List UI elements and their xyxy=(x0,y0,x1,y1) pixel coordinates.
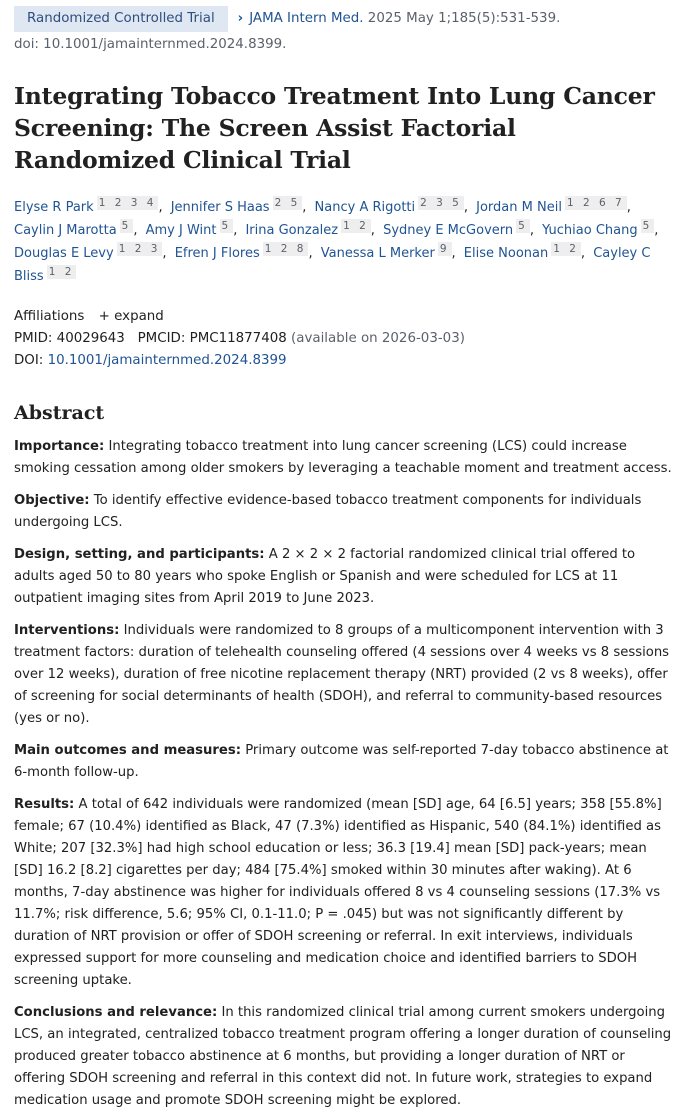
author-item xyxy=(542,220,662,238)
author-separator: , xyxy=(133,223,138,238)
abstract-section-label: Main outcomes and measures: xyxy=(14,743,241,758)
author-item xyxy=(174,243,317,261)
author-item xyxy=(170,197,311,215)
abstract-section-text: A total of 642 individuals were randomized (mean [SD] age, 64 [6.5] years; 358 [55.8%] female; 67 (10.4%) identified as Black, 47 (7.3%) identified as Hispanic, 540 (84.1%) identified as White; 207 [32.3%] had high school education or less; 36.3 [19.4] mean [SD] pack-years; mean [SD] 16.2 [8.2] cigarettes per day; 484 [75.4%] smoked within 30 minutes after waking). At 6 months, 7-day abstinence was higher for individuals offered 8 vs 4 counseling sessions (17.3% vs 11.7%; risk difference, 5.6; 95% CI, 0.1-11.0; P = .045) but was not significantly different by duration of NRT provision or offer of SDOH screening or referral. In exit interviews, individuals expressed support for more counseling and medication choice and identified barriers to SDOH screening uptake. xyxy=(14,797,662,988)
doi-label: DOI: xyxy=(14,353,44,368)
expand-button[interactable] xyxy=(99,309,164,324)
author-separator: , xyxy=(370,223,375,238)
abstract-section-label: Conclusions and relevance: xyxy=(14,1005,218,1020)
abstract-body xyxy=(14,436,672,1112)
article-title: Integrating Tobacco Treatment Into Lung Cancer Screening: The Screen Assist Factorial Randomized Clinical Trial xyxy=(14,82,655,174)
affiliations-toggle[interactable] xyxy=(14,306,672,328)
pmid-row xyxy=(14,328,672,350)
author-item xyxy=(314,197,472,215)
abstract-section-text: Primary outcome was self-reported 7-day tobacco abstinence at 6-month follow-up. xyxy=(14,743,669,780)
citation-details: 2025 May 1;185(5):531-539. xyxy=(363,11,561,26)
abstract-section xyxy=(14,740,672,784)
author-separator: , xyxy=(654,223,659,238)
author-name-link[interactable]: Douglas E Levy xyxy=(14,246,114,261)
abstract-section xyxy=(14,436,672,480)
author-name-link[interactable]: Efren J Flores xyxy=(174,246,260,261)
author-separator: , xyxy=(308,246,313,261)
author-item xyxy=(383,220,538,238)
author-name-link[interactable]: Jennifer S Haas xyxy=(170,200,270,215)
abstract-section-label: Design, setting, and participants: xyxy=(14,547,265,562)
author-separator: , xyxy=(580,246,586,261)
author-separator: , xyxy=(626,200,631,215)
affiliation-numbers[interactable]: 5 xyxy=(121,220,132,232)
author-separator: , xyxy=(529,223,534,238)
pmcid-label: PMCID: xyxy=(137,331,186,346)
affiliation-numbers[interactable]: 5 xyxy=(221,220,232,232)
abstract-section-label: Importance: xyxy=(14,439,105,454)
expand-label: expand xyxy=(114,309,164,324)
author-item xyxy=(320,243,460,261)
author-separator: , xyxy=(158,200,163,215)
affiliation-numbers[interactable]: 1 2 8 xyxy=(264,243,307,255)
pmid-label: PMID: xyxy=(14,331,53,346)
author-item xyxy=(145,220,242,238)
affiliation-numbers[interactable]: 9 xyxy=(439,243,450,255)
author-name-link[interactable]: Caylin J Marotta xyxy=(14,223,117,238)
affiliation-numbers[interactable]: 2 5 xyxy=(274,197,301,209)
affiliation-numbers[interactable]: 1 2 6 7 xyxy=(566,197,625,209)
author-name-link[interactable]: Sydney E McGovern xyxy=(383,223,514,238)
abstract-section-text: Integrating tobacco treatment into lung cancer screening (LCS) could increase smoking cessation among older smokers by leveraging a teachable moment and treatment access. xyxy=(14,439,672,476)
author-name-link[interactable]: Cayley C Bliss xyxy=(14,246,651,284)
citation-header xyxy=(14,6,672,32)
journal-link[interactable]: JAMA Intern Med. xyxy=(249,11,364,26)
abstract-heading: Abstract xyxy=(14,402,105,424)
affiliation-numbers[interactable]: 1 2 xyxy=(553,243,579,255)
doi-row xyxy=(14,350,672,372)
author-name-link[interactable]: Amy J Wint xyxy=(145,223,217,238)
plus-icon: + xyxy=(98,309,110,324)
author-separator: , xyxy=(233,223,238,238)
author-item xyxy=(14,197,167,215)
journal-citation xyxy=(238,8,561,30)
author-separator: , xyxy=(302,200,307,215)
author-item xyxy=(476,197,635,215)
author-name-link[interactable]: Jordan M Neil xyxy=(476,200,562,215)
affiliation-numbers[interactable]: 1 2 3 xyxy=(118,243,161,255)
affiliation-numbers[interactable]: 2 3 5 xyxy=(420,197,462,209)
affiliation-numbers[interactable]: 1 2 xyxy=(343,220,369,232)
author-item xyxy=(245,220,378,238)
abstract-section xyxy=(14,1002,672,1112)
author-name-link[interactable]: Vanessa L Merker xyxy=(320,246,435,261)
abstract-section-text: To identify effective evidence-based tobacco treatment components for individuals undergoing LCS. xyxy=(14,493,642,530)
doi-citation: doi: 10.1001/jamainternmed.2024.8399. xyxy=(14,37,287,52)
author-item xyxy=(14,220,141,238)
abstract-section-label: Results: xyxy=(14,797,75,812)
affiliations-label: Affiliations xyxy=(14,309,85,324)
abstract-section-label: Objective: xyxy=(14,493,90,508)
author-item xyxy=(463,243,589,261)
pmid-value[interactable]: 40029643 xyxy=(56,331,125,346)
author-separator: , xyxy=(162,246,167,261)
affiliation-numbers[interactable]: 5 xyxy=(642,220,653,232)
author-item xyxy=(14,243,171,261)
abstract-section xyxy=(14,544,672,610)
pmcid-note: (available on 2026-03-03) xyxy=(291,331,465,346)
author-name-link[interactable]: Elyse R Park xyxy=(14,200,94,215)
author-name-link[interactable]: Elise Noonan xyxy=(463,246,549,261)
author-separator: , xyxy=(463,200,468,215)
abstract-section xyxy=(14,490,672,534)
affiliation-numbers[interactable]: 1 2 3 4 xyxy=(98,197,157,209)
author-name-link[interactable]: Nancy A Rigotti xyxy=(314,200,416,215)
abstract-section xyxy=(14,620,672,730)
article-identifiers xyxy=(14,328,672,372)
author-separator: , xyxy=(451,246,456,261)
chevron-right-icon: › xyxy=(237,11,244,26)
affiliation-numbers[interactable]: 5 xyxy=(518,220,528,232)
abstract-section xyxy=(14,794,672,992)
author-name-link[interactable]: Yuchiao Chang xyxy=(542,223,638,238)
abstract-section-text: Individuals were randomized to 8 groups of a multicomponent intervention with 3 treatment factors: duration of telehealth counseling offered (4 sessions over 4 weeks vs 8 sessions over 12 weeks), duration of free nicotine replacement therapy (NRT) provided (2 vs 8 weeks), offer of screening for social determinants of health (SDOH), and referral to community-based resources (yes or no). xyxy=(14,623,670,726)
doi-link[interactable]: 10.1001/jamainternmed.2024.8399 xyxy=(47,353,287,368)
abstract-section-label: Interventions: xyxy=(14,623,120,638)
pmcid-value[interactable]: PMC11877408 xyxy=(189,331,287,346)
abstract-section-text: In this randomized clinical trial among current smokers undergoing LCS, an integrated, centralized tobacco treatment program offering a longer duration of counseling produced greater tobacco abstinence at 6 months, but providing a longer duration of NRT or offering SDOH screening and referral in this context did not. In future work, strategies to expand medication usage and promote SDOH screening might be explored. xyxy=(14,1005,672,1108)
publication-type-badge[interactable]: Randomized Controlled Trial xyxy=(14,6,228,32)
abstract-section-text: A 2 × 2 × 2 factorial randomized clinical trial offered to adults aged 50 to 80 years who spoke English or Spanish and were scheduled for LCS at 11 outpatient imaging sites from April 2019 to June 2023. xyxy=(14,547,636,606)
author-name-link[interactable]: Irina Gonzalez xyxy=(245,223,339,238)
author-list xyxy=(14,196,672,288)
affiliation-numbers[interactable]: 1 2 xyxy=(48,266,75,278)
